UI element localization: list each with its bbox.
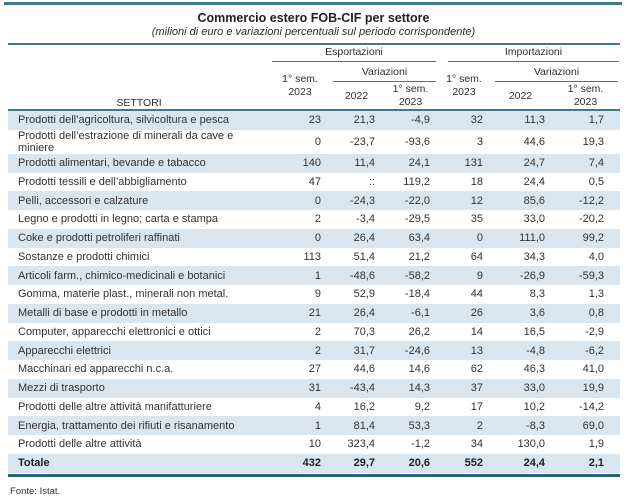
value-cell: 0,8 — [588, 307, 604, 320]
value-cell: 33,0 — [523, 213, 545, 226]
column-header-imp-sem2023 — [551, 83, 620, 110]
table-row — [8, 285, 620, 304]
value-cell: 432 — [302, 457, 321, 470]
esp-var-sem-line2: 2023 — [398, 96, 423, 108]
value-cell: 4,0 — [588, 250, 604, 263]
column-header-esp-sem — [270, 62, 330, 110]
imp-var-sem-line2: 2023 — [573, 96, 598, 108]
sector-label: Prodotti delle altre attività manifatturiere — [18, 400, 212, 413]
value-cell: 53,3 — [408, 419, 430, 432]
value-cell: 21,2 — [408, 250, 430, 263]
column-header-esp-sem2023 — [383, 83, 438, 110]
sector-label: Coke e prodotti petroliferi raffinati — [18, 232, 180, 245]
value-cell: 111,0 — [519, 232, 545, 245]
esp-sem-line2: 2023 — [288, 85, 312, 98]
value-cell: 35 — [470, 213, 483, 226]
value-cell: 11,4 — [354, 157, 375, 170]
value-cell: -6,2 — [585, 344, 604, 357]
top-rule — [4, 2, 622, 5]
value-cell: -23,7 — [349, 135, 375, 148]
value-cell: 9 — [314, 288, 321, 301]
value-cell: 0 — [476, 232, 483, 245]
value-cell: 41,0 — [582, 363, 604, 376]
value-cell: 24,4 — [523, 457, 545, 470]
table-body — [8, 110, 620, 473]
value-cell: -3,4 — [356, 213, 375, 226]
column-header-imp-2022: 2022 — [508, 89, 533, 102]
value-cell: 13 — [470, 344, 483, 357]
value-cell: 2 — [314, 213, 321, 226]
value-cell: 20,6 — [408, 457, 430, 470]
value-cell: 29,7 — [353, 457, 375, 470]
value-cell: 21,3 — [353, 114, 375, 127]
header-group-row — [8, 44, 620, 62]
value-cell: :: — [368, 175, 375, 188]
sector-label: Sostanze e prodotti chimici — [18, 250, 150, 263]
value-cell: 3 — [476, 135, 483, 148]
value-cell: -18,4 — [404, 288, 430, 301]
value-cell: 33,0 — [523, 382, 545, 395]
value-cell: 12 — [470, 194, 483, 207]
value-cell: 47 — [308, 175, 321, 188]
value-cell: 323,4 — [347, 438, 375, 451]
value-cell: 10 — [308, 438, 321, 451]
value-cell: 44,6 — [523, 135, 545, 148]
value-cell: 1,9 — [588, 438, 604, 451]
value-cell: 81,4 — [353, 419, 375, 432]
value-cell: -58,2 — [404, 269, 430, 282]
value-cell: 26 — [470, 307, 483, 320]
sector-label: Prodotti tessili e dell’abbigliamento — [18, 175, 187, 188]
value-cell: 14,6 — [408, 363, 430, 376]
table-total-row — [8, 454, 620, 473]
table-row — [8, 341, 620, 360]
column-header-esp-variazioni — [330, 62, 438, 83]
value-cell: 21 — [308, 307, 321, 320]
sector-label: Metalli di base e prodotti in metallo — [18, 307, 188, 320]
value-cell: 2,1 — [588, 457, 604, 470]
table-row — [8, 323, 620, 342]
sector-label: Gomma, materie plast., minerali non metal. — [18, 288, 229, 301]
sector-label: Computer, apparecchi elettronici e ottici — [18, 325, 211, 338]
imp-sem-line1: 1° sem. — [446, 72, 482, 85]
value-cell: 0 — [314, 135, 321, 148]
page-subtitle: (milioni di euro e variazioni percentuali sul periodo corrispondente) — [151, 26, 476, 38]
group-header-esportazioni — [270, 44, 438, 62]
value-cell: 11,3 — [524, 114, 545, 127]
value-cell: 113 — [303, 250, 321, 263]
sector-label: Macchinari ed apparecchi n.c.a. — [18, 363, 174, 376]
value-cell: 2 — [476, 419, 483, 432]
value-cell: 26,2 — [408, 325, 430, 338]
value-cell: -43,4 — [349, 382, 375, 395]
value-cell: 2 — [314, 344, 321, 357]
value-cell: 1 — [314, 269, 321, 282]
value-cell: -8,3 — [526, 419, 545, 432]
value-cell: 131 — [464, 157, 483, 170]
table-row — [8, 379, 620, 398]
value-cell: 14 — [470, 325, 483, 338]
value-cell: 85,6 — [523, 194, 545, 207]
group-header-esportazioni-label: Esportazioni — [272, 46, 436, 62]
value-cell: 9 — [476, 269, 483, 282]
value-cell: -93,6 — [404, 135, 430, 148]
sector-label: Energia, trattamento dei rifiuti e risanamento — [18, 419, 235, 432]
value-cell: 44 — [470, 288, 483, 301]
table-row — [8, 398, 620, 417]
value-cell: 7,4 — [588, 157, 604, 170]
table-header — [8, 44, 620, 110]
table-row — [8, 360, 620, 379]
group-header-importazioni — [438, 44, 620, 62]
value-cell: 10,2 — [523, 400, 545, 413]
sector-label: Pelli, accessori e calzature — [18, 194, 149, 207]
column-header-imp-variazioni — [490, 62, 620, 83]
value-cell: 1,7 — [588, 114, 604, 127]
table-row — [8, 435, 620, 454]
source-note: Fonte: Istat. — [10, 485, 61, 497]
value-cell: 69,0 — [582, 419, 604, 432]
value-cell: -14,2 — [578, 400, 604, 413]
value-cell: -29,5 — [404, 213, 430, 226]
value-cell: 63,4 — [408, 232, 430, 245]
value-cell: -20,2 — [578, 213, 604, 226]
value-cell: 0 — [314, 232, 321, 245]
value-cell: 23 — [308, 114, 321, 127]
column-header-esp-2022: 2022 — [344, 89, 369, 102]
value-cell: 552 — [464, 457, 483, 470]
value-cell: 31 — [308, 382, 321, 395]
value-cell: 19,3 — [582, 135, 604, 148]
table-row — [8, 173, 620, 192]
value-cell: -2,9 — [585, 325, 604, 338]
esp-var-sem-line1: 1° sem. — [392, 83, 429, 96]
esp-sem-line1: 1° sem. — [282, 72, 318, 85]
value-cell: 99,2 — [582, 232, 604, 245]
value-cell: 34 — [470, 438, 483, 451]
value-cell: 1 — [314, 419, 321, 432]
table-row — [8, 154, 620, 173]
value-cell: 37 — [470, 382, 483, 395]
value-cell: 17 — [470, 400, 483, 413]
value-cell: -4,8 — [526, 344, 545, 357]
imp-var-sem-line1: 1° sem. — [567, 83, 604, 96]
value-cell: 8,3 — [529, 288, 545, 301]
value-cell: -1,2 — [411, 438, 430, 451]
value-cell: 26,4 — [353, 307, 375, 320]
value-cell: 19,9 — [582, 382, 604, 395]
report-page — [0, 2, 627, 497]
value-cell: 14,3 — [408, 382, 430, 395]
value-cell: -24,6 — [404, 344, 430, 357]
sector-label: Apparecchi elettrici — [18, 344, 111, 357]
value-cell: 31,7 — [353, 344, 375, 357]
sector-label: Articoli farm., chimico-medicinali e botanici — [18, 269, 226, 282]
imp-sem-line2: 2023 — [452, 85, 476, 98]
sector-label: Prodotti dell’estrazione di minerali da cave e miniere — [18, 129, 234, 154]
value-cell: 52,9 — [353, 288, 375, 301]
value-cell: -48,6 — [349, 269, 375, 282]
page-title: Commercio estero FOB-CIF per settore — [197, 11, 430, 25]
value-cell: 9,2 — [414, 400, 430, 413]
sector-label: Mezzi di trasporto — [18, 382, 105, 395]
value-cell: 46,3 — [523, 363, 545, 376]
sector-label: Legno e prodotti in legno; carta e stampa — [18, 213, 218, 226]
column-header-settori: SETTORI — [116, 96, 162, 109]
table-row — [8, 130, 620, 154]
value-cell: 0,5 — [588, 175, 604, 188]
value-cell: -12,2 — [578, 194, 604, 207]
value-cell: 2 — [314, 325, 321, 338]
value-cell: 16,2 — [353, 400, 375, 413]
sector-label: Prodotti alimentari, bevande e tabacco — [18, 157, 206, 170]
value-cell: 3,6 — [529, 307, 545, 320]
value-cell: 4 — [314, 400, 321, 413]
value-cell: 24,1 — [408, 157, 430, 170]
value-cell: 24,7 — [523, 157, 545, 170]
value-cell: 32 — [470, 114, 483, 127]
value-cell: -24,3 — [349, 194, 375, 207]
trade-table — [8, 43, 620, 473]
value-cell: 51,4 — [353, 250, 375, 263]
esp-variazioni-label: Variazioni — [333, 63, 436, 82]
value-cell: 34,3 — [523, 250, 545, 263]
value-cell: 16,5 — [523, 325, 545, 338]
value-cell: -4,9 — [411, 114, 430, 127]
table-row — [8, 229, 620, 248]
value-cell: 1,3 — [588, 288, 604, 301]
value-cell: 62 — [470, 363, 483, 376]
value-cell: 119,2 — [403, 175, 430, 188]
value-cell: 70,3 — [353, 325, 375, 338]
value-cell: 0 — [314, 194, 321, 207]
value-cell: -26,9 — [519, 269, 545, 282]
value-cell: 130,0 — [517, 438, 545, 451]
table-row — [8, 416, 620, 435]
value-cell: 26,4 — [353, 232, 375, 245]
sector-label: Prodotti dell’agricoltura, silvicoltura e pesca — [18, 114, 229, 127]
table-row — [8, 304, 620, 323]
value-cell: 24,4 — [523, 175, 545, 188]
value-cell: 44,6 — [353, 363, 375, 376]
value-cell: 27 — [308, 363, 321, 376]
group-header-importazioni-label: Importazioni — [448, 46, 619, 62]
table-row — [8, 110, 620, 130]
value-cell: 18 — [470, 175, 483, 188]
bottom-rule — [8, 474, 620, 477]
table-row — [8, 210, 620, 229]
value-cell: -22,0 — [404, 194, 430, 207]
imp-variazioni-label: Variazioni — [495, 63, 618, 82]
value-cell: -6,1 — [411, 307, 430, 320]
table-row — [8, 191, 620, 210]
value-cell: 64 — [470, 250, 483, 263]
sector-label: Totale — [18, 457, 50, 470]
table-row — [8, 266, 620, 285]
value-cell: -59,3 — [578, 269, 604, 282]
sector-label: Prodotti delle altre attività — [18, 438, 142, 451]
table-row — [8, 248, 620, 267]
value-cell: 140 — [302, 157, 321, 170]
column-header-imp-sem — [438, 62, 490, 110]
